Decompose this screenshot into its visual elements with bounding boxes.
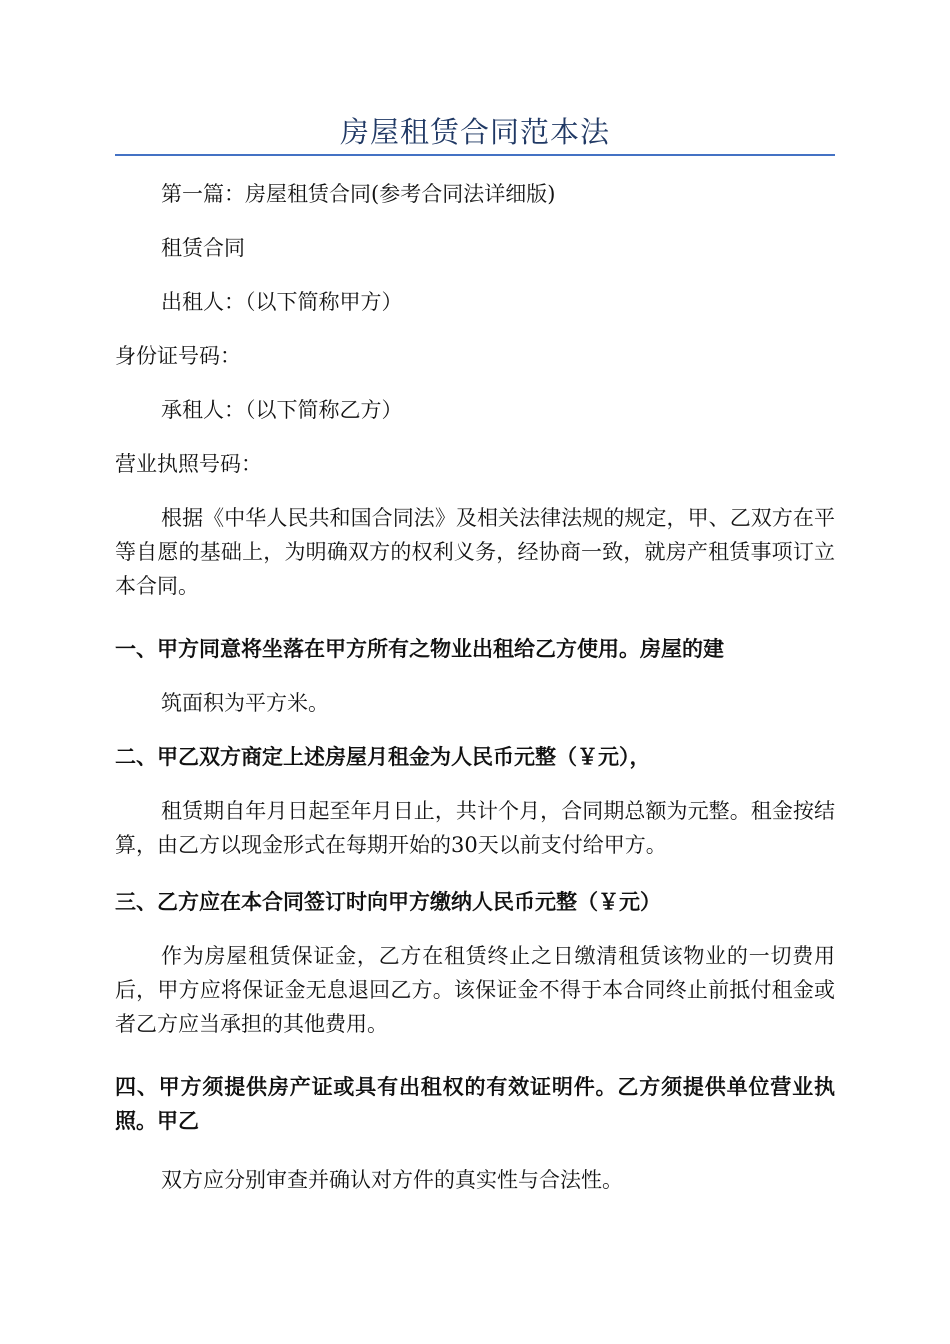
clause-one-body: 筑面积为平方米。	[161, 691, 329, 715]
paragraph-lease-contract: 租赁合同	[161, 236, 245, 260]
clause-two-heading: 二、甲乙双方商定上述房屋月租金为人民币元整（￥元），	[115, 744, 651, 769]
paragraph-lessor: 出租人：（以下简称甲方）	[161, 290, 403, 314]
paragraph-lessee: 承租人：（以下简称乙方）	[161, 398, 403, 422]
paragraph-license-number: 营业执照号码：	[115, 452, 262, 476]
clause-three-body: 作为房屋租赁保证金，乙方在租赁终止之日缴清租赁该物业的一切费用后，甲方应将保证金无息退回乙方。该保证金不得于本合同终止前抵付租金或者乙方应当承担的其他费用。	[115, 944, 835, 1036]
paragraph-id-number: 身份证号码：	[115, 344, 241, 368]
clause-one-heading: 一、甲方同意将坐落在甲方所有之物业出租给乙方使用。房屋的建	[115, 636, 724, 661]
clause-three-heading: 三、乙方应在本合同签订时向甲方缴纳人民币元整（￥元）	[115, 889, 661, 914]
paragraph-chapter-heading: 第一篇：房屋租赁合同(参考合同法详细版)	[161, 182, 556, 206]
clause-four-heading: 四、甲方须提供房产证或具有出租权的有效证明件。乙方须提供单位营业执照。甲乙	[115, 1074, 835, 1133]
clause-two-body: 租赁期自年月日起至年月日止，共计个月，合同期总额为元整。租金按结算，由乙方以现金形式在每期开始的30天以前支付给甲方。	[115, 799, 835, 857]
clause-four-body: 双方应分别审查并确认对方件的真实性与合法性。	[161, 1168, 623, 1192]
document-title: 房屋租赁合同范本法	[339, 115, 610, 149]
title-underline	[115, 154, 835, 156]
paragraph-preamble: 根据《中华人民共和国合同法》及相关法律法规的规定，甲、乙双方在平等自愿的基础上，为明确双方的权利义务，经协商一致，就房产租赁事项订立本合同。	[115, 506, 835, 598]
